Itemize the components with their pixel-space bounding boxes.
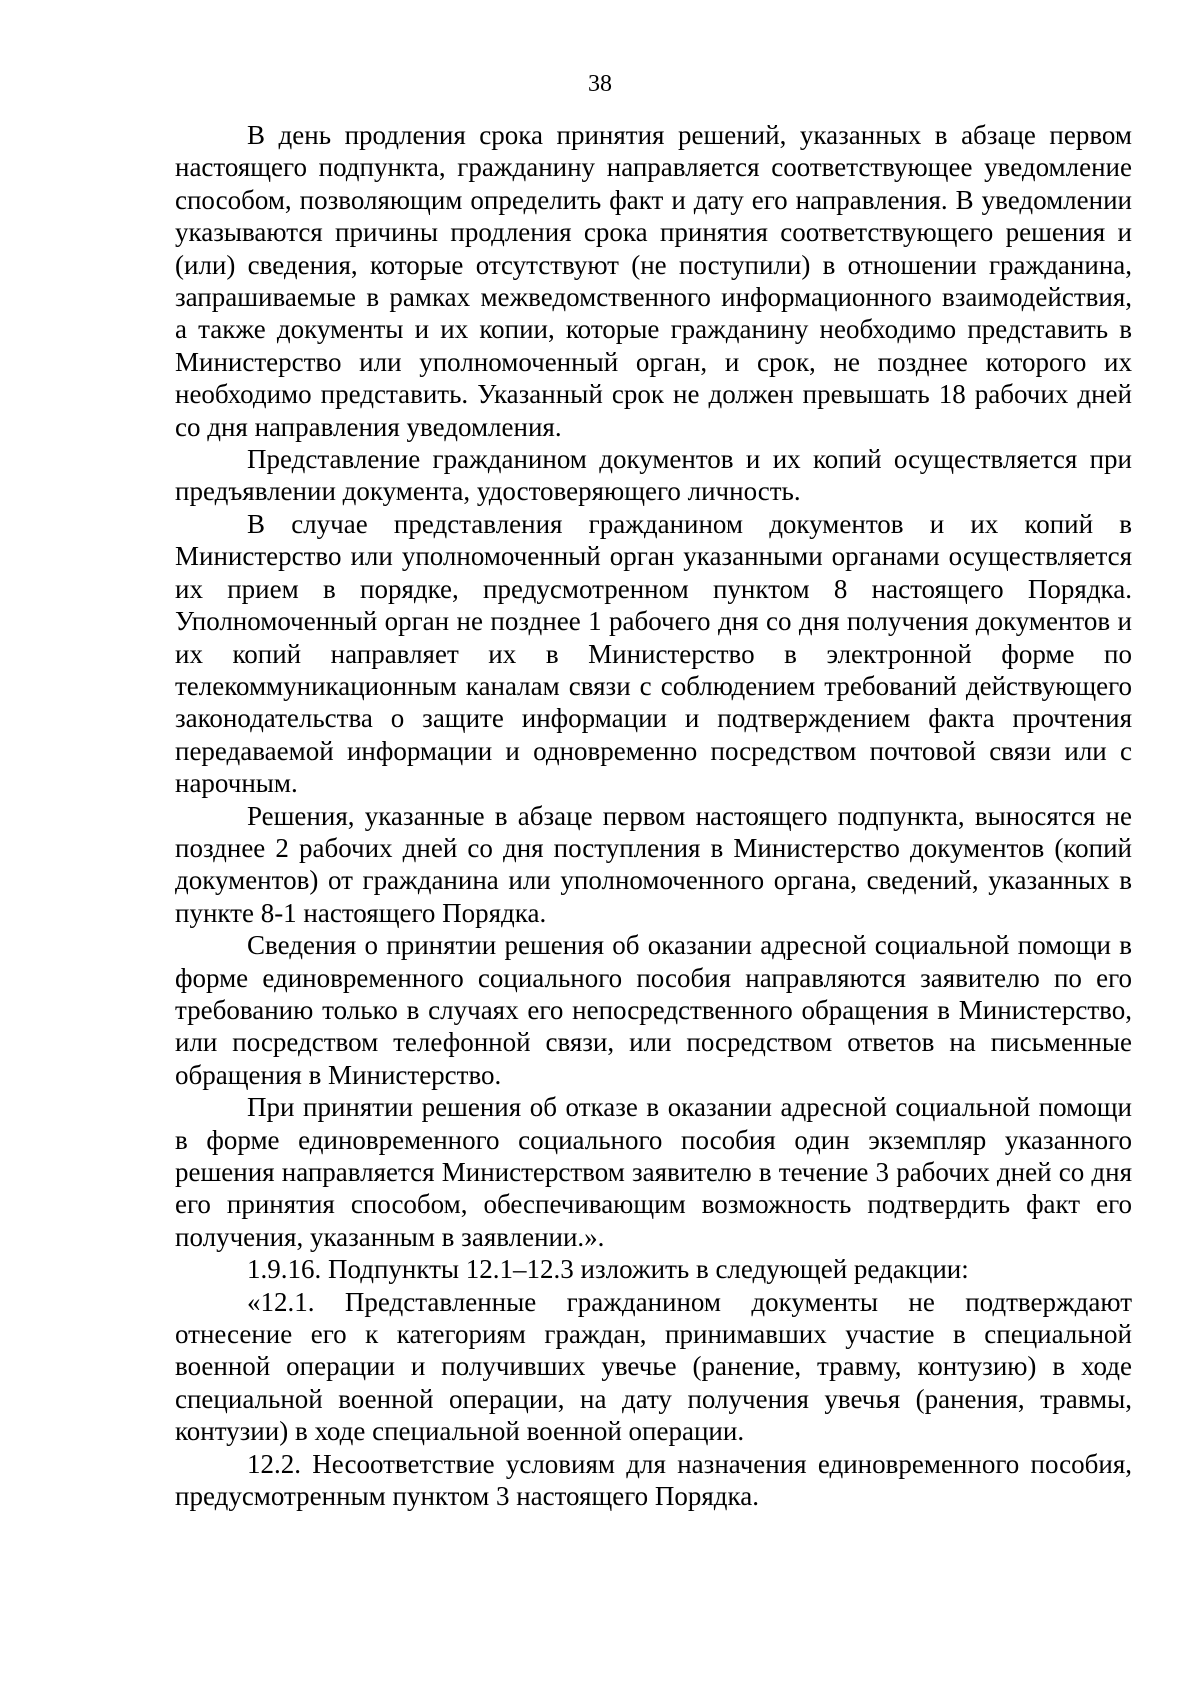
paragraph-refusal-notice: При принятии решения об отказе в оказании адресной социальной помощи в форме единовременного социального пособия один экземпляр указанного решения направляется Министерством заявителю в течение 3 рабочих дней со дня его принятия способом, обеспечивающим возможность подтвердить факт его получения, указанным в заявлении.». bbox=[175, 1092, 1132, 1252]
paragraph-decision-information: Сведения о принятии решения об оказании адресной социальной помощи в форме единовременного социального пособия направляются заявителю по его требованию только в случаях его непосредственного обращения в Министерство, или посредством телефонной связи, или посредством ответов на письменные обращения в Министерство. bbox=[175, 930, 1132, 1090]
paragraph-extension-notice: В день продления срока принятия решений, указанных в абзаце первом настоящего подпункта, гражданину направляется соответствующее уведомление способом, позволяющим определить факт и дату его направления. В уведомлении указываются причины продления срока принятия соответствующего решения и (или) сведения, которые отсутствуют (не поступили) в отношении гражданина, запрашиваемые в рамках межведомственного информационного взаимодействия, а также документы и их копии, которые гражданину необходимо представить в Министерство или уполномоченный орган, и срок, не позднее которого их необходимо представить. Указанный срок не должен превышать 18 рабочих дней со дня направления уведомления. bbox=[175, 120, 1132, 442]
paragraph-clause-1-9-16: 1.9.16. Подпункты 12.1–12.3 изложить в следующей редакции: bbox=[247, 1254, 969, 1285]
paragraph-clause-12-1: «12.1. Представленные гражданином документы не подтверждают отнесение его к категориям граждан, принимавших участие в специальной военной операции и получивших увечье (ранение, травму, контузию) в ходе специальной военной операции, на дату получения увечья (ранения, травмы, контузии) в ходе специальной военной операции. bbox=[175, 1286, 1132, 1447]
paragraph-decision-deadline: Решения, указанные в абзаце первом настоящего подпункта, выносятся не позднее 2 рабочих дней со дня поступления в Министерство документов (копий документов) от гражданина или уполномоченного органа, сведений, указанных в пункте 8-1 настоящего Порядка. bbox=[175, 800, 1132, 928]
paragraph-document-submission: Представление гражданином документов и их копий осуществляется при предъявлении документа, удостоверяющего личность. bbox=[175, 444, 1132, 507]
paragraph-clause-12-2: 12.2. Несоответствие условиям для назначения единовременного пособия, предусмотренным пунктом 3 настоящего Порядка. bbox=[175, 1448, 1132, 1512]
paragraph-document-reception: В случае представления гражданином документов и их копий в Министерство или уполномоченный орган указанными органами осуществляется их прием в порядке, предусмотренном пунктом 8 настоящего Порядка. Уполномоченный орган не позднее 1 рабочего дня со дня получения документов и их копий направляет их в Министерство в электронной форме по телекоммуникационным каналам связи с соблюдением требований действующего законодательства о защите информации и подтверждением факта прочтения передаваемой информации и одновременно посредством почтовой связи или с нарочным. bbox=[175, 508, 1132, 799]
document-body bbox=[175, 119, 1132, 1512]
page-number: 38 bbox=[588, 71, 612, 97]
